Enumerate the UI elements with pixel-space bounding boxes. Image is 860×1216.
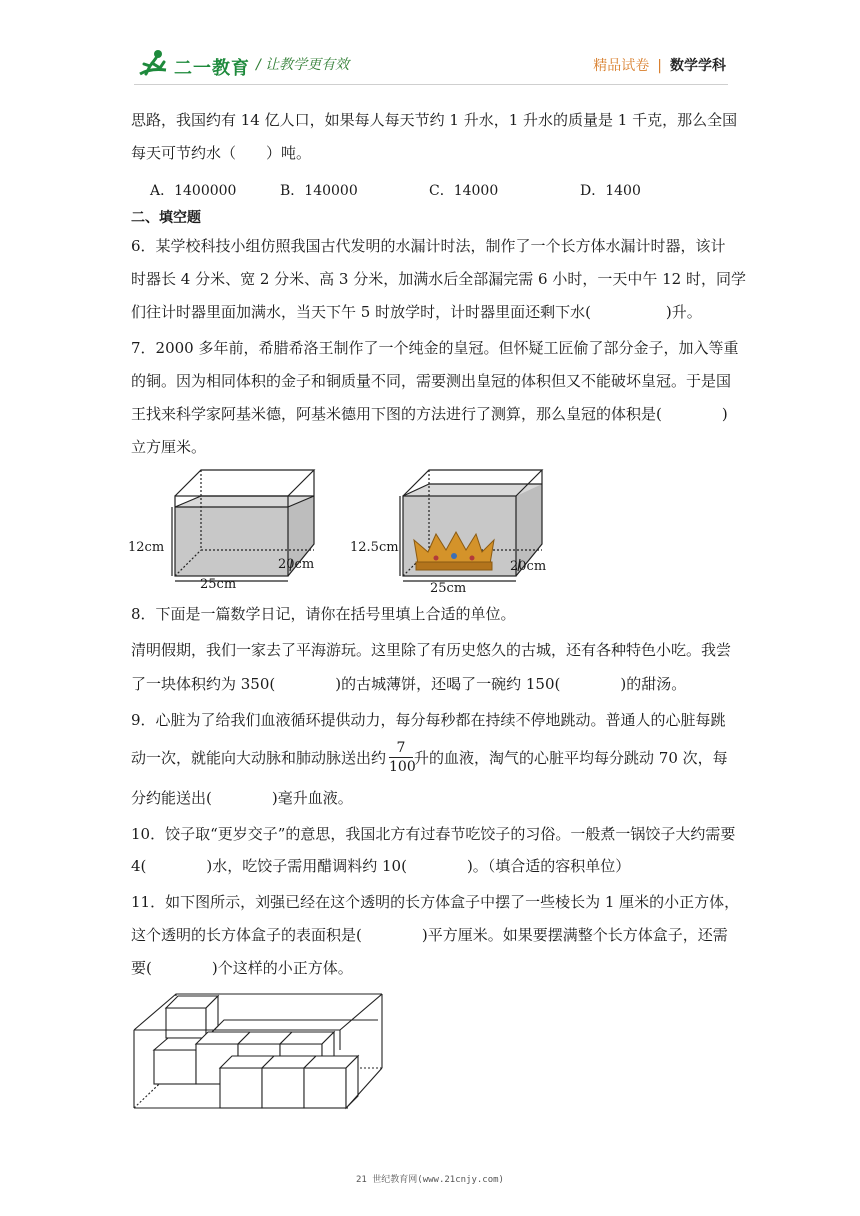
q6-line1: 6．某学校科技小组仿照我国古代发明的水漏计时法，制作了一个长方体水漏计时器，该计 [131,237,726,255]
q9-line1: 9．心脏为了给我们血液循环提供动力，每分每秒都在持续不停地跳动。普通人的心脏每跳 [131,711,726,729]
q8-line2: 清明假期，我们一家去了平海游玩。这里除了有历史悠久的古城，还有各种特色小吃。我尝 [131,641,732,659]
q9-line2a: 动一次，就能向大动脉和肺动脉送出约 [131,749,387,767]
q10-line1: 10．饺子取“更岁交子”的意思，我国北方有过春节吃饺子的习俗。一般煮一锅饺子大约需要 [131,825,736,843]
option-c: C．14000 [429,183,499,199]
tank-figure-crown [350,464,560,594]
section-title-fill-in: 二、填空题 [131,210,201,226]
q11-line2: 这个透明的长方体盒子的表面积是( )平方厘米。如果要摆满整个长方体盒子，还需 [131,926,728,944]
water-length-label: 25cm [200,577,237,592]
q6-line3: 们往计时器里面加满水，当天下午 5 时放学时，计时器里面还剩下水( )升。 [131,303,702,321]
q7-line2: 的铜。因为相同体积的金子和铜质量不同，需要测出皇冠的体积但又不能破坏皇冠。于是国 [131,372,732,390]
q5-line1: 思路，我国约有 14 亿人口，如果每人每天节约 1 升水，1 升水的质量是 1 千克，那么全国 [131,111,738,129]
option-d: D．1400 [580,183,641,199]
water-width-label: 20cm [278,557,315,572]
option-b: B．140000 [280,183,358,199]
tag-subject: 数学学科 [670,58,726,74]
q9-line3: 分约能送出( )毫升血液。 [131,789,353,807]
q7-line4: 立方厘米。 [131,438,207,456]
fraction-bar [389,757,413,758]
header-tags [593,55,726,75]
q7-line3: 王找来科学家阿基米德，阿基米德用下图的方法进行了测算，那么皇冠的体积是( ) [131,405,728,423]
brand-logo [136,48,256,80]
crown-height-label: 12.5cm [350,540,399,555]
tag-separator: | [657,58,662,74]
tank-crown-diagram [350,464,560,594]
tag-premium: 精品试卷 [593,58,650,74]
q11-line3: 要( )个这样的小正方体。 [131,959,353,977]
crown-length-label: 25cm [430,581,467,596]
box-cubes-diagram [128,988,388,1112]
page-footer: 21 世纪教育网(www.21cnjy.com) [356,1175,504,1185]
header-divider [134,84,728,85]
tank-figure-water [128,464,328,594]
q8-line3: 了一块体积约为 350( )的古城薄饼，还喝了一碗约 150( )的甜汤。 [131,675,687,693]
q11-line1: 11．如下图所示，刘强已经在这个透明的长方体盒子中摆了一些棱长为 1 厘米的小正方体， [131,893,740,911]
q8-line1: 8．下面是一篇数学日记，请你在括号里填上合适的单位。 [131,605,516,623]
crown-width-label: 20cm [510,559,547,574]
option-a: A．1400000 [150,183,237,199]
fraction-7-100 [389,740,416,775]
logo-text: 二一教育 [174,58,250,79]
fraction-denominator: 100 [389,759,416,775]
tank-water-diagram [128,464,328,594]
water-height-label: 12cm [128,540,165,555]
q7-line1: 7．2000 多年前，希腊希洛王制作了一个纯金的皇冠。但怀疑工匠偷了部分金子，加入等重 [131,339,739,357]
q6-line2: 时器长 4 分米、宽 2 分米、高 3 分米，加满水后全部漏完需 6 小时，一天中午 12 时，同学 [131,270,746,288]
q10-line2: 4( )水，吃饺子需用醋调料约 10( )。（填合适的容积单位） [131,857,631,875]
q5-line2: 每天可节约水（ ）吨。 [131,144,312,162]
fraction-numerator: 7 [396,740,406,756]
slogan: / 让教学更有效 [256,57,350,73]
runner-logo-icon [136,48,176,80]
page-header [0,0,860,90]
q9-line2b: 升的血液，淘气的心脏平均每分跳动 70 次，每 [414,749,728,767]
box-cubes-figure [128,988,388,1112]
